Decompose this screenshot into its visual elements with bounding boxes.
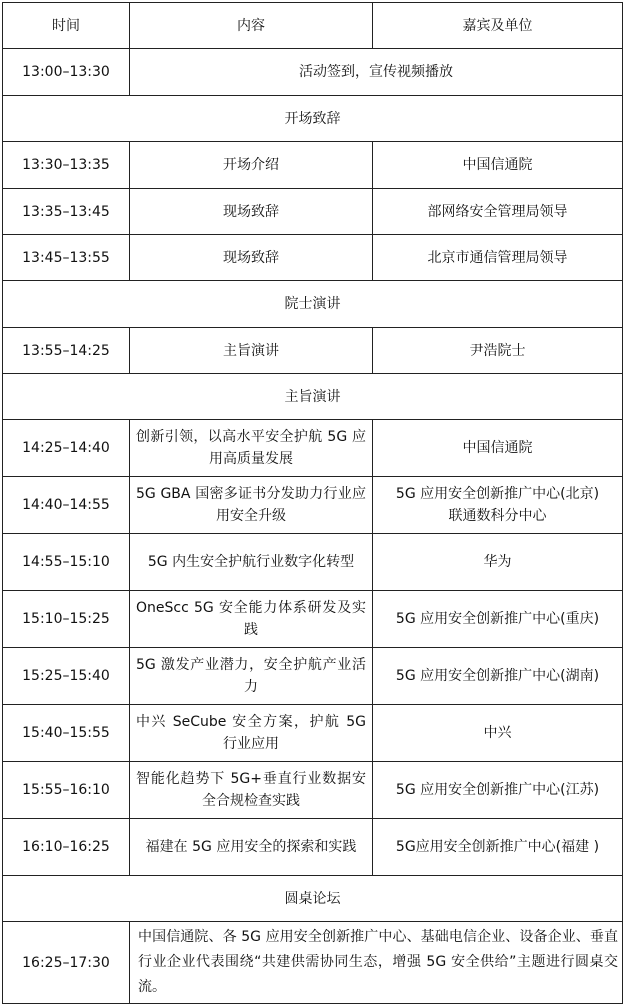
time-cell: 15:55–16:10 xyxy=(3,762,130,819)
table-row xyxy=(3,534,623,591)
time-cell: 13:35–13:45 xyxy=(3,189,130,235)
content-cell: 5G 激发产业潜力，安全护航产业活力 xyxy=(130,648,373,705)
time-cell: 13:30–13:35 xyxy=(3,142,130,189)
content-cell: 主旨演讲 xyxy=(130,328,373,374)
guest-cell: 部网络安全管理局领导 xyxy=(373,189,623,235)
header-content: 内容 xyxy=(130,3,373,49)
content-cell: 创新引领，以高水平安全护航 5G 应用高质量发展 xyxy=(130,420,373,477)
section-title: 主旨演讲 xyxy=(3,374,623,420)
guest-cell: 5G 应用安全创新推广中心(湖南) xyxy=(373,648,623,705)
content-cell: 福建在 5G 应用安全的探索和实践 xyxy=(130,819,373,876)
header-row xyxy=(3,3,623,49)
table-row xyxy=(3,591,623,648)
guest-line: 5G 应用安全创新推广中心(北京) xyxy=(395,486,600,502)
header-guest: 嘉宾及单位 xyxy=(373,3,623,49)
time-cell: 15:40–15:55 xyxy=(3,705,130,762)
time-cell: 14:40–14:55 xyxy=(3,477,130,534)
time-cell: 16:25–17:30 xyxy=(3,922,130,1004)
content-cell: 中兴 SeCube 安全方案，护航 5G 行业应用 xyxy=(130,705,373,762)
table-row xyxy=(3,477,623,534)
table-row xyxy=(3,142,623,189)
content-cell: OneScc 5G 安全能力体系研发及实践 xyxy=(130,591,373,648)
guest-cell: 5G 应用安全创新推广中心(江苏) xyxy=(373,762,623,819)
table-row xyxy=(3,235,623,281)
guest-line: 联通数科分中心 xyxy=(448,508,547,524)
content-cell: 智能化趋势下 5G+垂直行业数据安全合规检查实践 xyxy=(130,762,373,819)
guest-cell: 中国信通院 xyxy=(373,420,623,477)
time-cell: 14:55–15:10 xyxy=(3,534,130,591)
time-cell: 16:10–16:25 xyxy=(3,819,130,876)
time-cell: 14:25–14:40 xyxy=(3,420,130,477)
guest-cell: 5G 应用安全创新推广中心(重庆) xyxy=(373,591,623,648)
table-row xyxy=(3,420,623,477)
content-cell: 5G 内生安全护航行业数字化转型 xyxy=(130,534,373,591)
section-title: 院士演讲 xyxy=(3,281,623,328)
section-title: 开场致辞 xyxy=(3,96,623,142)
section-row xyxy=(3,876,623,922)
table-row xyxy=(3,922,623,1004)
table-row xyxy=(3,328,623,374)
content-cell: 5G GBA 国密多证书分发助力行业应用安全升级 xyxy=(130,477,373,534)
content-cell: 开场介绍 xyxy=(130,142,373,189)
time-cell: 13:45–13:55 xyxy=(3,235,130,281)
section-row xyxy=(3,96,623,142)
content-cell: 中国信通院、各 5G 应用安全创新推广中心、基础电信企业、设备企业、垂直行业企业代表围绕“共建供需协同生态，增强 5G 安全供给”主题进行圆桌交流。 xyxy=(130,922,623,1004)
section-title: 圆桌论坛 xyxy=(3,876,623,922)
guest-cell: 华为 xyxy=(373,534,623,591)
table-row xyxy=(3,705,623,762)
section-row xyxy=(3,281,623,328)
time-cell: 13:00–13:30 xyxy=(3,49,130,96)
table-row xyxy=(3,189,623,235)
header-time: 时间 xyxy=(3,3,130,49)
table-row xyxy=(3,49,623,96)
guest-cell: 北京市通信管理局领导 xyxy=(373,235,623,281)
table-row xyxy=(3,819,623,876)
table-row xyxy=(3,762,623,819)
agenda-table xyxy=(2,2,623,1004)
guest-cell: 中国信通院 xyxy=(373,142,623,189)
guest-cell xyxy=(373,477,623,534)
guest-cell: 中兴 xyxy=(373,705,623,762)
time-cell: 13:55–14:25 xyxy=(3,328,130,374)
time-cell: 15:25–15:40 xyxy=(3,648,130,705)
guest-cell: 5G应用安全创新推广中心(福建 ) xyxy=(373,819,623,876)
content-cell: 现场致辞 xyxy=(130,235,373,281)
section-row xyxy=(3,374,623,420)
content-cell: 活动签到，宣传视频播放 xyxy=(130,49,623,96)
content-cell: 现场致辞 xyxy=(130,189,373,235)
table-row xyxy=(3,648,623,705)
time-cell: 15:10–15:25 xyxy=(3,591,130,648)
guest-cell: 尹浩院士 xyxy=(373,328,623,374)
